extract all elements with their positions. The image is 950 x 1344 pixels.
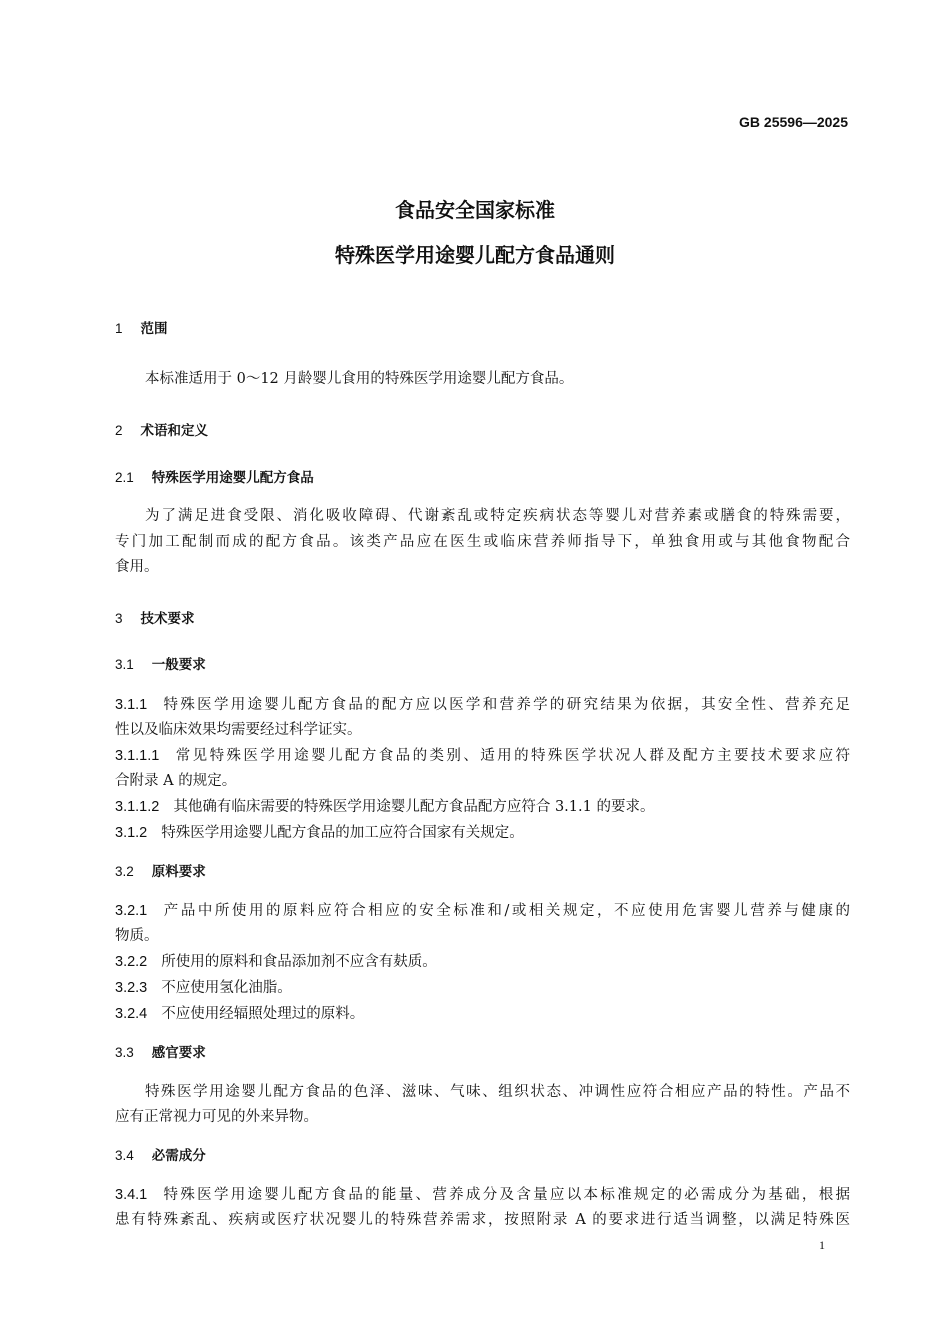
- section-3-2-heading: [115, 862, 850, 882]
- clause-3-1-2: [115, 823, 850, 843]
- section-number: 3.2: [115, 864, 134, 879]
- paragraph-line: 应有正常视力可见的外来异物。: [115, 1109, 318, 1125]
- section-title: 技术要求: [140, 611, 195, 627]
- clause-3-2-1: [115, 901, 850, 921]
- section-number: 1: [115, 321, 123, 336]
- clause-number: 3.1.1.2: [115, 799, 160, 815]
- section-1-text: 本标准适用于 0～12 月龄婴儿食用的特殊医学用途婴儿配方食品。: [145, 371, 574, 387]
- paragraph-line: 专门加工配制而成的配方食品。该类产品应在医生或临床营养师指导下，单独食用或与其他食物配合: [115, 534, 850, 550]
- section-title: 范围: [140, 321, 168, 337]
- clause-text: 特殊医学用途婴儿配方食品的配方应以医学和营养学的研究结果为依据，其安全性、营养充足: [161, 697, 850, 713]
- clause-3-4-1: [115, 1185, 850, 1205]
- section-number: 3.4: [115, 1148, 134, 1163]
- title-line-2: 特殊医学用途婴儿配方食品通则: [335, 243, 615, 267]
- section-title: 特殊医学用途婴儿配方食品: [151, 470, 314, 486]
- section-title: 感官要求: [151, 1045, 206, 1061]
- clause-text: 所使用的原料和食品添加剂不应含有麸质。: [161, 954, 437, 970]
- clause-3-1-1-1: [115, 746, 850, 766]
- section-3-1-heading: [115, 655, 850, 675]
- clause-3-2-3: [115, 978, 850, 998]
- clause-3-2-2: [115, 952, 850, 972]
- clause-number: 3.1.2: [115, 825, 148, 841]
- clause-number: 3.1.1.1: [115, 748, 160, 764]
- paragraph-line: 为了满足进食受限、消化吸收障碍、代谢紊乱或特定疾病状态等婴儿对营养素或膳食的特殊需要，: [145, 508, 850, 524]
- section-1-heading: [115, 319, 850, 339]
- standard-number: GB 25596—2025: [739, 114, 848, 130]
- clause-text: 常见特殊医学用途婴儿配方食品的类别、适用的特殊医学状况人群及配方主要技术要求应符: [173, 748, 850, 764]
- clause-number: 3.4.1: [115, 1187, 148, 1203]
- section-title: 必需成分: [151, 1148, 206, 1164]
- paragraph-line: 特殊医学用途婴儿配方食品的色泽、滋味、气味、组织状态、冲调性应符合相应产品的特性。产品不: [145, 1084, 850, 1100]
- section-number: 3.1: [115, 657, 134, 672]
- clause-text: 不应使用经辐照处理过的原料。: [161, 1006, 365, 1022]
- clause-3-2-4: [115, 1004, 850, 1024]
- clause-number: 3.2.2: [115, 954, 148, 970]
- section-number: 2: [115, 423, 123, 438]
- clause-text: 不应使用氢化油脂。: [161, 980, 292, 996]
- section-2-heading: [115, 421, 850, 441]
- section-title: 术语和定义: [140, 423, 209, 439]
- paragraph-line: 患有特殊紊乱、疾病或医疗状况婴儿的特殊营养需求，按照附录 A 的要求进行适当调整，以满足特殊医: [115, 1212, 850, 1228]
- paragraph-line: 性以及临床效果均需要经过科学证实。: [115, 722, 362, 738]
- clause-3-1-1-2: [115, 797, 850, 817]
- clause-number: 3.2.1: [115, 903, 148, 919]
- clause-3-1-1: [115, 695, 850, 715]
- clause-number: 3.2.3: [115, 980, 148, 996]
- section-2-1-heading: [115, 468, 850, 488]
- title-line-1: 食品安全国家标准: [395, 198, 555, 222]
- clause-text: 特殊医学用途婴儿配方食品的加工应符合国家有关规定。: [161, 825, 524, 841]
- clause-number: 3.1.1: [115, 697, 148, 713]
- section-3-3-heading: [115, 1043, 850, 1063]
- page-number: 1: [819, 1238, 825, 1252]
- section-title: 一般要求: [151, 657, 206, 673]
- clause-number: 3.2.4: [115, 1006, 148, 1022]
- paragraph-line: 物质。: [115, 928, 159, 944]
- clause-text: 其他确有临床需要的特殊医学用途婴儿配方食品配方应符合 3.1.1 的要求。: [173, 799, 655, 815]
- section-number: 3.3: [115, 1045, 134, 1060]
- paragraph-line: 合附录 A 的规定。: [115, 773, 237, 789]
- clause-text: 产品中所使用的原料应符合相应的安全标准和/或相关规定，不应使用危害婴儿营养与健康的: [161, 903, 850, 919]
- clause-text: 特殊医学用途婴儿配方食品的能量、营养成分及含量应以本标准规定的必需成分为基础，根据: [161, 1187, 850, 1203]
- section-3-4-heading: [115, 1146, 850, 1166]
- section-number: 3: [115, 611, 123, 626]
- section-3-heading: [115, 609, 850, 629]
- section-number: 2.1: [115, 470, 134, 485]
- section-title: 原料要求: [151, 864, 206, 880]
- paragraph-line: 食用。: [115, 559, 159, 575]
